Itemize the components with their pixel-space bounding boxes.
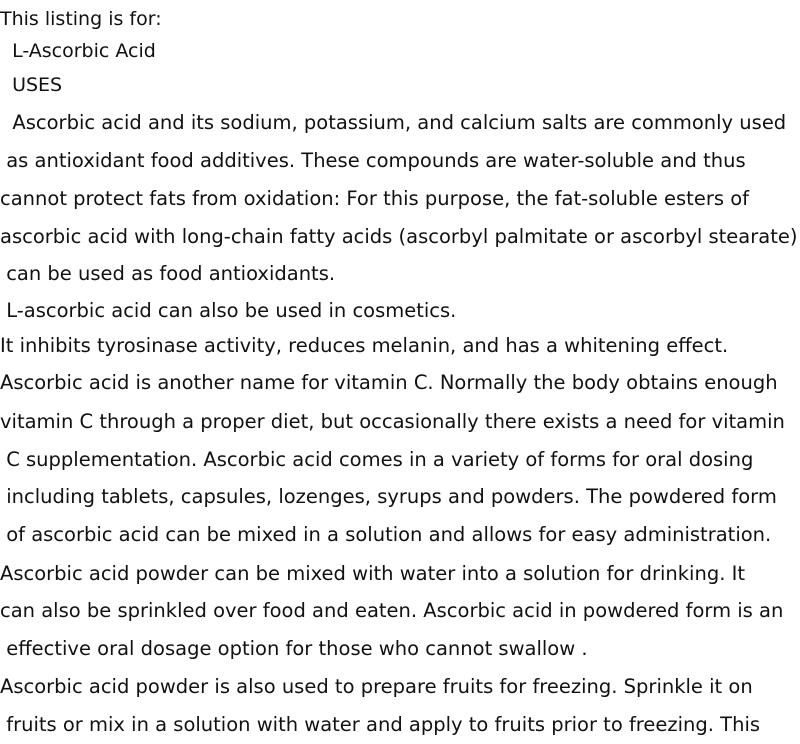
text-line: C supplementation. Ascorbic acid comes in a variety of forms for oral dosing xyxy=(0,448,754,471)
text-line: can be used as food antioxidants. xyxy=(0,262,336,285)
product-name-line: L-Ascorbic Acid xyxy=(0,40,156,62)
text-line: Ascorbic acid powder is also used to prepare fruits for freezing. Sprinkle it on xyxy=(0,675,753,698)
text-line: ascorbic acid with long-chain fatty acids (ascorbyl palmitate or ascorbyl stearate) xyxy=(0,225,798,248)
text-line: L-ascorbic acid can also be used in cosmetics. xyxy=(0,299,457,322)
text-line: cannot protect fats from oxidation: For this purpose, the fat-soluble esters of xyxy=(0,187,749,210)
text-line: Ascorbic acid is another name for vitamin C. Normally the body obtains enough xyxy=(0,371,778,394)
text-line: as antioxidant food additives. These compounds are water-soluble and thus xyxy=(0,149,746,172)
text-line: effective oral dosage option for those who cannot swallow . xyxy=(0,637,588,660)
text-line: fruits or mix in a solution with water and apply to fruits prior to freezing. This xyxy=(0,713,761,736)
text-line: of ascorbic acid can be mixed in a solution and allows for easy administration. xyxy=(0,523,772,546)
text-line: can also be sprinkled over food and eaten. Ascorbic acid in powdered form is an xyxy=(0,599,784,622)
text-line: It inhibits tyrosinase activity, reduces melanin, and has a whitening effect. xyxy=(0,334,729,357)
text-line: Ascorbic acid powder can be mixed with water into a solution for drinking. It xyxy=(0,562,745,585)
text-line: including tablets, capsules, lozenges, syrups and powders. The powdered form xyxy=(0,485,777,508)
text-line: Ascorbic acid and its sodium, potassium, and calcium salts are commonly used xyxy=(0,111,787,134)
text-line: vitamin C through a proper diet, but occasionally there exists a need for vitamin xyxy=(0,410,785,433)
listing-intro-line: This listing is for: xyxy=(0,8,162,30)
uses-heading: USES xyxy=(0,74,63,96)
